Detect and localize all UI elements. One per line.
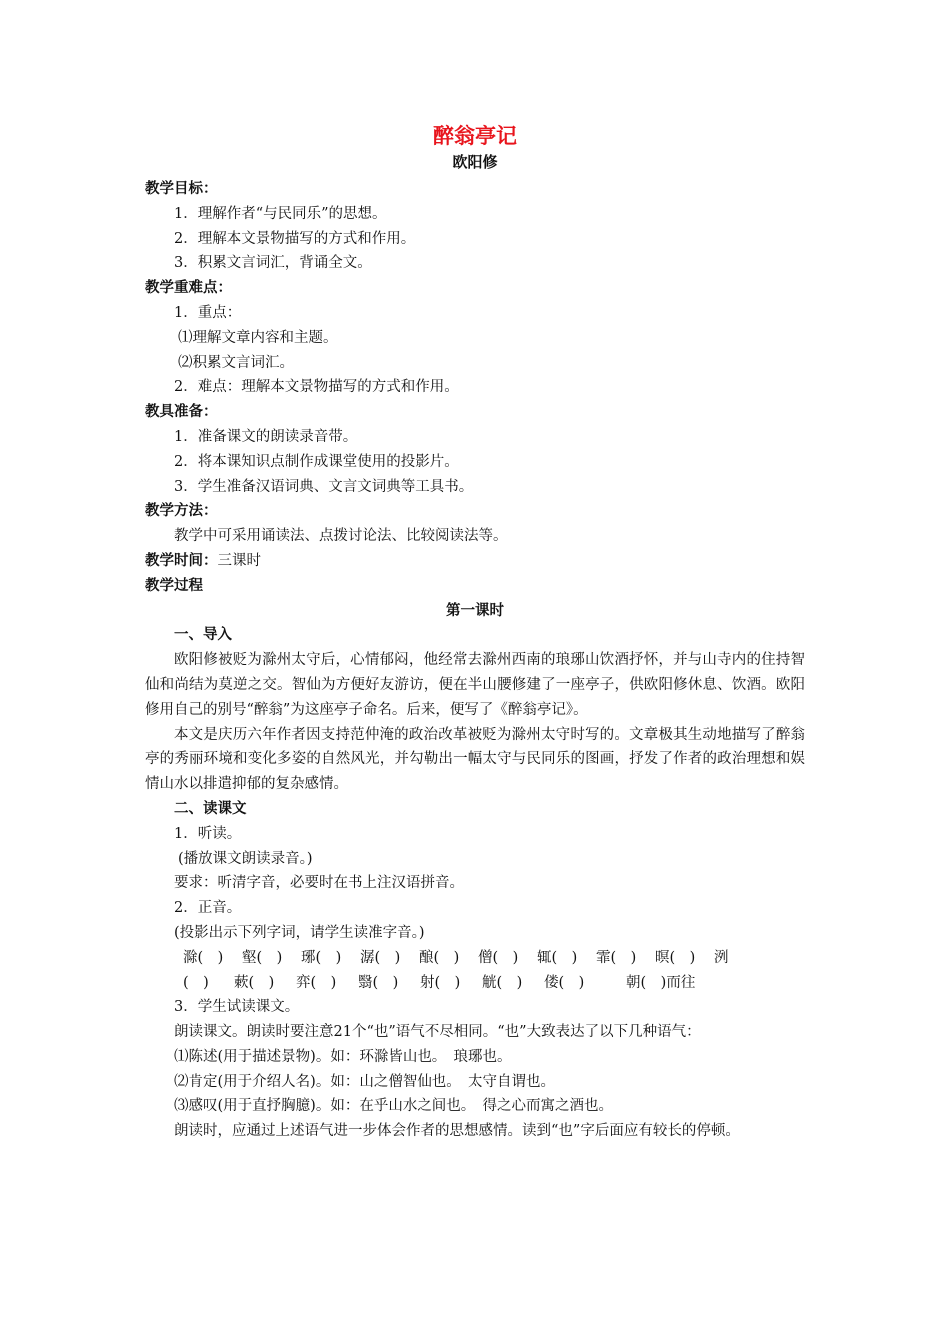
- char-item: 僧( ): [478, 949, 519, 966]
- method-text: 教学中可采用诵读法、点拨讨论法、比较阅读法等。: [174, 528, 508, 545]
- char-item: 蔌( ): [234, 974, 275, 991]
- char-item: 射( ): [420, 974, 461, 991]
- listen-step: 1．听读。: [174, 825, 242, 842]
- lesson-heading: 第一课时: [446, 602, 504, 619]
- tone-item: ⑵肯定(用于介绍人名)。如：山之僧智仙也。 太守自谓也。: [174, 1073, 556, 1090]
- material-item: 1．准备课文的朗读录音带。: [174, 428, 358, 445]
- char-item: 洌: [714, 949, 729, 966]
- char-item: 酿( ): [419, 949, 460, 966]
- keypoints-heading: 教学重难点：: [145, 280, 232, 297]
- char-item: ( ): [183, 974, 209, 991]
- material-item: 2．将本课知识点制作成课堂使用的投影片。: [174, 453, 459, 470]
- listen-note: (播放课文朗读录音。): [178, 850, 313, 867]
- document-body: [145, 177, 805, 1144]
- materials-heading: 教具准备：: [145, 404, 218, 421]
- time-value: 三课时: [217, 552, 261, 569]
- correct-step: 2．正音。: [174, 900, 242, 917]
- closing-paragraph: 朗读时，应通过上述语气进一步体会作者的思想感情。读到“也”字后面应有较长的停顿。: [174, 1123, 740, 1140]
- char-item: 霏( ): [596, 949, 637, 966]
- char-item: 潺( ): [360, 949, 401, 966]
- difficulty-item: 2．难点：理解本文景物描写的方式和作用。: [174, 379, 459, 396]
- goal-item: 1．理解作者“与民同乐”的思想。: [174, 205, 387, 222]
- intro-paragraph: 欧阳修被贬为滁州太守后，心情郁闷，他经常去滁州西南的琅琊山饮酒抒怀，并与山寺内的住持智仙和尚结为莫逆之交。智仙为方便好友游访，便在半山腰修建了一座亭子，供欧阳修休息、饮酒。欧阳修用自己的别号“醉翁”为这座亭子命名。后来，便写了《醉翁亭记》。: [145, 652, 805, 718]
- chars-row: [145, 971, 805, 996]
- char-item: 壑( ): [242, 949, 283, 966]
- char-item: 觥( ): [482, 974, 523, 991]
- char-item: 琊( ): [301, 949, 342, 966]
- intro-heading: 一、导入: [174, 627, 232, 644]
- focus-item: ⑴理解文章内容和主题。: [178, 329, 338, 346]
- goals-heading: 教学目标：: [145, 181, 218, 197]
- char-item: 滁( ): [183, 949, 224, 966]
- process-heading: 教学过程: [145, 577, 203, 594]
- char-item: 翳( ): [358, 974, 399, 991]
- page-title: 醉翁亭记: [433, 124, 517, 148]
- goal-item: 3．积累文言词汇，背诵全文。: [174, 255, 372, 272]
- char-item: 暝( ): [655, 949, 696, 966]
- char-item: 朝( )而往: [626, 974, 696, 991]
- chars-row: [145, 946, 805, 971]
- listen-requirement: 要求：听清字音，必要时在书上注汉语拼音。: [174, 875, 464, 892]
- tone-item: ⑴陈述(用于描述景物)。如：环滁皆山也。 琅琊也。: [174, 1048, 512, 1065]
- focus-label: 1．重点：: [174, 304, 242, 321]
- char-item: 偻( ): [544, 974, 585, 991]
- author-name: 欧阳修: [452, 153, 498, 171]
- time-heading: 教学时间：: [145, 552, 218, 569]
- tone-item: ⑶感叹(用于直抒胸臆)。如：在乎山水之间也。 得之心而寓之酒也。: [174, 1098, 614, 1115]
- method-heading: 教学方法：: [145, 503, 218, 520]
- time-row: [145, 549, 805, 574]
- read-heading: 二、读课文: [174, 800, 247, 817]
- material-item: 3．学生准备汉语词典、文言文词典等工具书。: [174, 478, 474, 495]
- try-read-step: 3．学生试读课文。: [174, 999, 300, 1016]
- intro-paragraph: 本文是庆历六年作者因支持范仲淹的政治改革被贬为滁州太守时写的。文章极其生动地描写了醉翁亭的秀丽环境和变化多姿的自然风光，并勾勒出一幅太守与民同乐的图画，抒发了作者的政治理想和娱情山水以排遣抑郁的复杂感情。: [145, 726, 805, 793]
- focus-item: ⑵积累文言词汇。: [178, 354, 294, 371]
- char-item: 弈( ): [296, 974, 337, 991]
- char-item: 辄( ): [537, 949, 578, 966]
- read-note: 朗读课文。朗读时要注意21个“也”语气不尽相同。“也”大致表达了以下几种语气：: [174, 1024, 701, 1041]
- goal-item: 2．理解本文景物描写的方式和作用。: [174, 230, 416, 247]
- correct-note: (投影出示下列字词，请学生读准字音。): [174, 924, 425, 941]
